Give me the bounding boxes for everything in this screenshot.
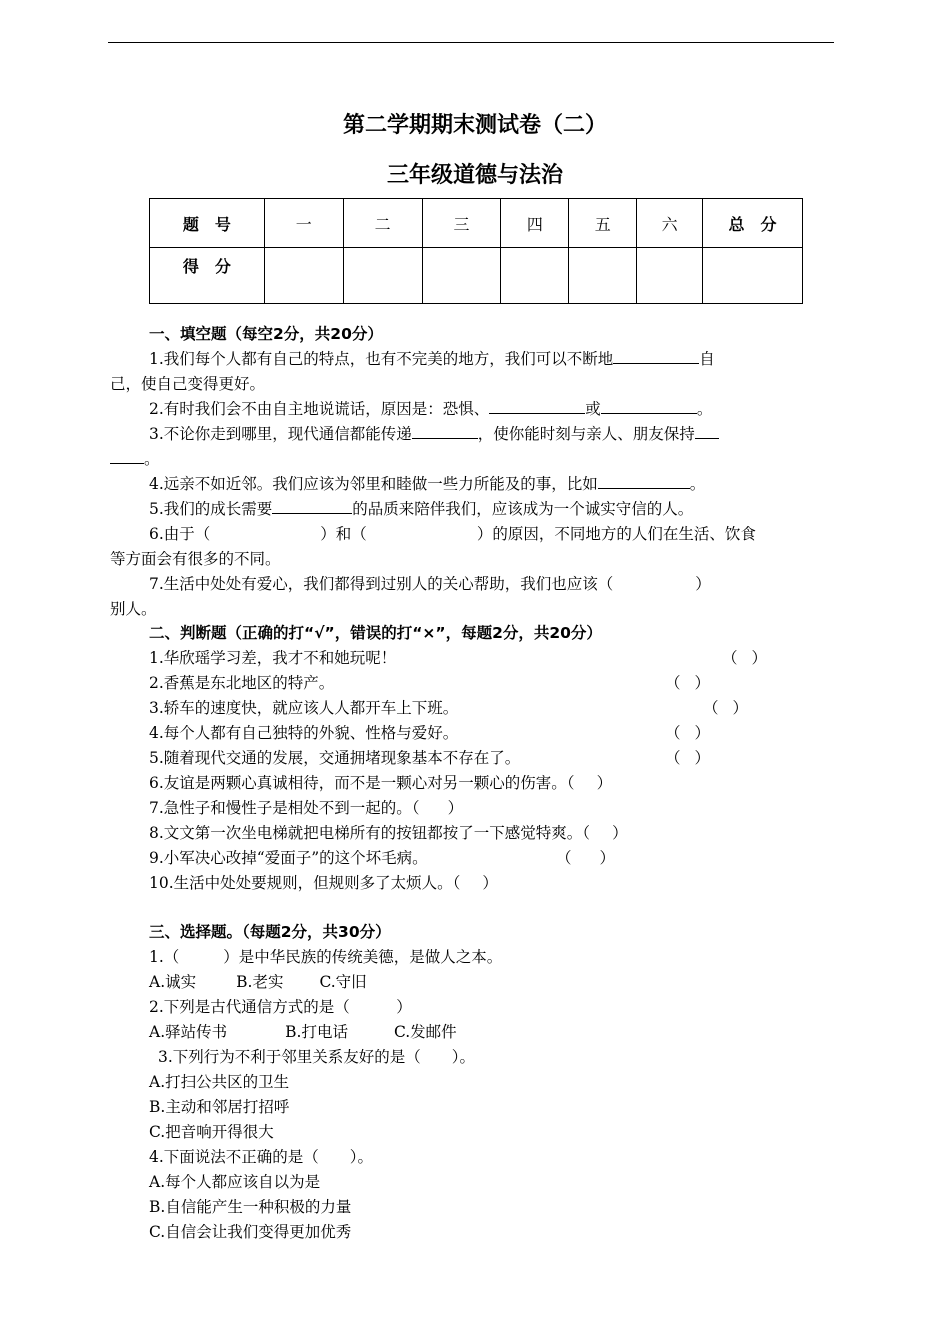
fill-question-4 bbox=[149, 473, 705, 495]
section-heading-choice: 三、选择题。（每题2分，共30分） bbox=[149, 923, 391, 941]
choice-option[interactable]: A.驿站传书 bbox=[149, 1023, 228, 1041]
page-title: 第二学期期末测试卷（二） bbox=[342, 113, 607, 138]
score-header-cell: 题 号 bbox=[150, 199, 265, 248]
score-cell[interactable] bbox=[264, 248, 343, 304]
question-text: 4.远亲不如近邻。我们应该为邻里和睦做一些力所能及的事，比如 bbox=[149, 475, 598, 493]
section-heading-judge: 二、判断题（正确的打“√”，错误的打“×”，每题2分，共20分） bbox=[149, 624, 602, 642]
choice-option[interactable]: C.发邮件 bbox=[393, 1023, 457, 1041]
question-text: 1.我们每个人都有自己的特点，也有不完美的地方，我们可以不断地 bbox=[149, 350, 614, 368]
choice-option[interactable]: A.每个人都应该自以为是 bbox=[149, 1173, 321, 1191]
judge-text: 8.文文第一次坐电梯就把电梯所有的按钮都按了一下感觉特爽。 bbox=[149, 824, 583, 842]
judge-item bbox=[149, 847, 428, 869]
judge-item bbox=[149, 872, 498, 894]
question-text: 6.由于（ bbox=[149, 525, 211, 543]
judge-answer-box[interactable]: （ ） bbox=[411, 799, 464, 817]
choice-option[interactable]: C.把音响开得很大 bbox=[149, 1123, 274, 1141]
choice-option[interactable]: C.自信会让我们变得更加优秀 bbox=[149, 1223, 352, 1241]
score-cell[interactable] bbox=[569, 248, 637, 304]
question-text: 的品质来陪伴我们，应该成为一个诚实守信的人。 bbox=[352, 500, 694, 518]
answer-blank[interactable] bbox=[695, 423, 719, 439]
judge-item bbox=[149, 747, 520, 769]
judge-answer-box[interactable]: （ ） bbox=[665, 674, 711, 692]
fill-question-6 bbox=[149, 523, 756, 545]
choice-option[interactable]: C.守旧 bbox=[319, 973, 367, 991]
question-text: ，使你能时刻与亲人、朋友保持 bbox=[477, 425, 695, 443]
judge-text: 2.香蕉是东北地区的特产。 bbox=[149, 674, 335, 692]
question-text: ） bbox=[695, 575, 711, 593]
question-text: 2.有时我们会不由自主地说谎话，原因是：恐惧、 bbox=[149, 400, 490, 418]
judge-item bbox=[149, 797, 463, 819]
answer-blank[interactable] bbox=[110, 448, 144, 464]
judge-text: 1.华欣瑶学习差，我才不和她玩呢！ bbox=[149, 649, 397, 667]
judge-answer-box[interactable]: （ ） bbox=[452, 874, 498, 892]
choice-question-3: 3.下列行为不利于邻里关系友好的是（ ）。 bbox=[158, 1048, 476, 1066]
score-header-cell: 六 bbox=[637, 199, 703, 248]
question-text: 1.（ bbox=[149, 948, 180, 966]
question-text: 。 bbox=[144, 450, 160, 468]
score-header-cell: 三 bbox=[422, 199, 501, 248]
choice-question-4: 4.下面说法不正确的是（ ）。 bbox=[149, 1148, 374, 1166]
score-table bbox=[149, 198, 803, 304]
judge-text: 4.每个人都有自己独特的外貌、性格与爱好。 bbox=[149, 724, 459, 742]
choice-option[interactable]: A.诚实 bbox=[149, 973, 197, 991]
judge-text: 5.随着现代交通的发展，交通拥堵现象基本不存在了。 bbox=[149, 749, 521, 767]
header-rule bbox=[108, 42, 834, 43]
fill-question-7-cont: 别人。 bbox=[110, 600, 157, 618]
fill-question-3-cont bbox=[110, 448, 160, 470]
question-text: 7.生活中处处有爱心，我们都得到过别人的关心帮助，我们也应该（ bbox=[149, 575, 614, 593]
answer-blank[interactable] bbox=[272, 498, 352, 514]
score-header-cell: 五 bbox=[569, 199, 637, 248]
judge-answer-box[interactable]: （ ） bbox=[665, 724, 711, 742]
fill-question-1-cont: 己，使自己变得更好。 bbox=[110, 375, 266, 393]
question-text: 或 bbox=[585, 400, 601, 418]
score-header-cell: 总 分 bbox=[703, 199, 803, 248]
choice-question-2: 2.下列是古代通信方式的是（ ） bbox=[149, 998, 412, 1016]
choice-question-1 bbox=[149, 946, 502, 968]
fill-question-3 bbox=[149, 423, 719, 445]
judge-text: 7.急性子和慢性子是相处不到一起的。 bbox=[149, 799, 412, 817]
score-cell[interactable] bbox=[637, 248, 703, 304]
choice-option[interactable]: B.自信能产生一种积极的力量 bbox=[149, 1198, 352, 1216]
answer-blank[interactable] bbox=[613, 348, 699, 364]
section-heading-fill: 一、填空题（每空2分，共20分） bbox=[149, 325, 383, 343]
score-header-cell: 一 bbox=[264, 199, 343, 248]
judge-item bbox=[149, 722, 458, 744]
score-row-label: 得 分 bbox=[150, 248, 265, 304]
question-text: ）是中华民族的传统美德，是做人之本。 bbox=[223, 948, 503, 966]
judge-answer-box[interactable]: （ ） bbox=[665, 749, 711, 767]
choice-option[interactable]: A.打扫公共区的卫生 bbox=[149, 1073, 290, 1091]
question-text: 。 bbox=[696, 400, 713, 418]
score-table-header-row bbox=[150, 199, 803, 248]
judge-text: 6.友谊是两颗心真诚相待，而不是一颗心对另一颗心的伤害。 bbox=[149, 774, 567, 792]
judge-answer-box[interactable]: （ ） bbox=[556, 849, 616, 867]
answer-blank[interactable] bbox=[601, 398, 697, 414]
score-cell[interactable] bbox=[422, 248, 501, 304]
fill-question-7 bbox=[149, 573, 711, 595]
score-cell[interactable] bbox=[343, 248, 422, 304]
fill-question-6-cont: 等方面会有很多的不同。 bbox=[110, 550, 281, 568]
judge-answer-box[interactable]: （ ） bbox=[722, 649, 768, 667]
judge-item bbox=[149, 672, 334, 694]
choice-option[interactable]: B.打电话 bbox=[285, 1023, 348, 1041]
judge-text: 10.生活中处处要规则，但规则多了太烦人。 bbox=[149, 874, 453, 892]
answer-blank[interactable] bbox=[598, 473, 690, 489]
choice-options bbox=[149, 971, 367, 993]
judge-answer-box[interactable]: （ ） bbox=[566, 774, 613, 792]
answer-blank[interactable] bbox=[412, 423, 478, 439]
question-text: 自 bbox=[699, 350, 715, 368]
judge-answer-box[interactable]: （ ） bbox=[582, 824, 628, 842]
judge-text: 9.小军决心改掉“爱面子”的这个坏毛病。 bbox=[149, 849, 428, 867]
judge-item bbox=[149, 772, 612, 794]
judge-item bbox=[149, 822, 628, 844]
question-text: ）的原因，不同地方的人们在生活、饮食 bbox=[476, 525, 756, 543]
question-text: 。 bbox=[689, 475, 706, 493]
choice-options bbox=[149, 1021, 457, 1043]
question-text: 3.不论你走到哪里，现代通信都能传递 bbox=[149, 425, 412, 443]
fill-question-1 bbox=[149, 348, 715, 370]
judge-item bbox=[149, 647, 396, 669]
question-text: ）和（ bbox=[320, 525, 367, 543]
score-cell[interactable] bbox=[501, 248, 569, 304]
answer-blank[interactable] bbox=[489, 398, 585, 414]
question-text: 5.我们的成长需要 bbox=[149, 500, 273, 518]
score-cell[interactable] bbox=[703, 248, 803, 304]
choice-option[interactable]: B.主动和邻居打招呼 bbox=[149, 1098, 290, 1116]
fill-question-2 bbox=[149, 398, 712, 420]
judge-text: 3.轿车的速度快，就应该人人都开车上下班。 bbox=[149, 699, 459, 717]
judge-answer-box[interactable]: （ ） bbox=[703, 699, 749, 717]
score-table-score-row bbox=[150, 248, 803, 304]
score-header-cell: 二 bbox=[343, 199, 422, 248]
choice-option[interactable]: B.老实 bbox=[236, 973, 284, 991]
judge-item bbox=[149, 697, 458, 719]
fill-question-5 bbox=[149, 498, 693, 520]
page-subtitle: 三年级道德与法治 bbox=[386, 163, 563, 188]
score-header-cell: 四 bbox=[501, 199, 569, 248]
